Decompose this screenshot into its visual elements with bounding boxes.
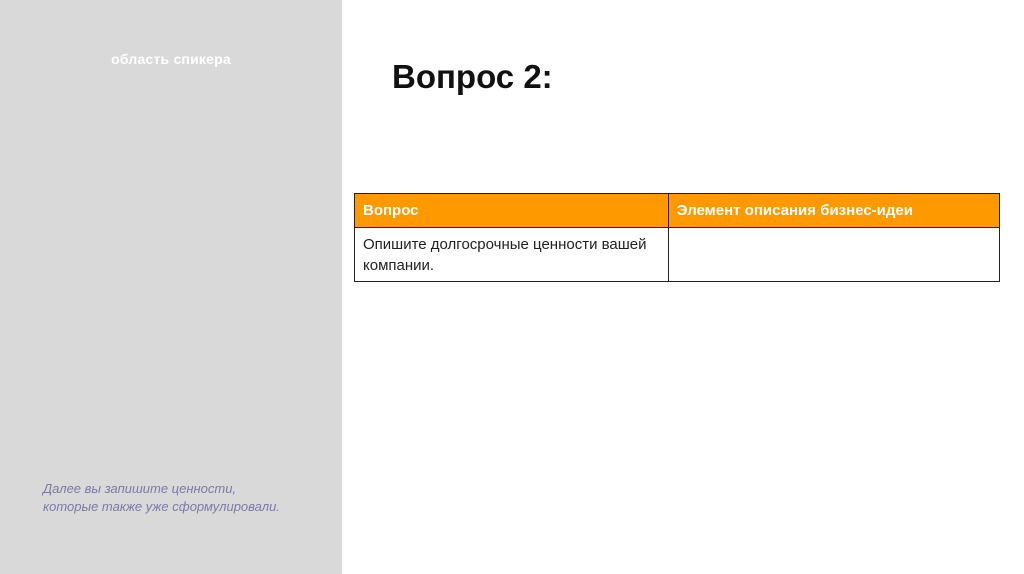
speaker-panel [0, 0, 342, 574]
table-header-element: Элемент описания бизнес-идеи [668, 194, 999, 228]
speaker-note: Далее вы запишите ценности, которые также уже сформулировали. [43, 481, 280, 514]
table-row [355, 228, 1000, 282]
table-header-question: Вопрос [355, 194, 669, 228]
table-cell-answer[interactable] [668, 228, 999, 282]
speaker-area-title: область спикера [111, 51, 231, 67]
question-table [354, 193, 1000, 282]
table-cell-question: Опишите долгосрочные ценности вашей компании. [355, 228, 669, 282]
table-header-row [355, 194, 1000, 228]
slide-title: Вопрос 2: [392, 58, 553, 95]
